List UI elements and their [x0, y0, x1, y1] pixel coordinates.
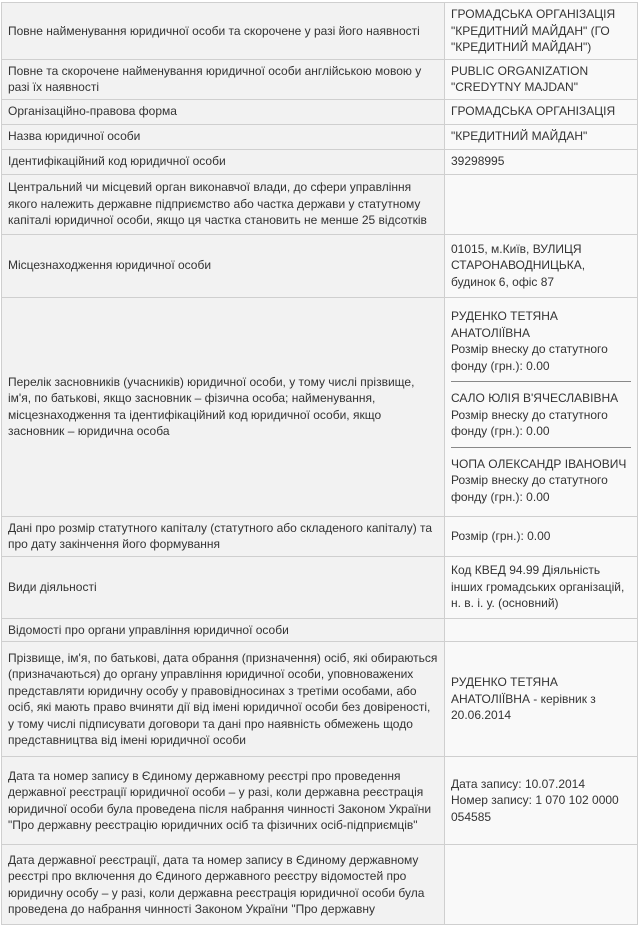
- table-row: [2, 642, 638, 757]
- row-value: ГРОМАДСЬКА ОРГАНІЗАЦІЯ: [445, 99, 638, 124]
- table-row: [2, 618, 638, 642]
- row-label: Дата та номер запису в Єдиному державному реєстрі про проведення державної реєстрації юридичної особи – у разі, коли державна реєстрація юридичної особи була проведена після набрання чинності Законом України "Про державну реєстрацію юридичних осіб та фізичних осіб-підприємців": [2, 757, 445, 845]
- row-label: Повне найменування юридичної особи та скорочене у разі його наявності: [2, 3, 445, 60]
- table-row: [2, 99, 638, 124]
- row-label: Дата державної реєстрації, дата та номер запису в Єдиному державному реєстрі про включення до Єдиного державного реєстру відомостей про юридичну особу – у разі, коли державна реєстрація юридичної особи була проведена до набрання чинності Законом України "Про державну: [2, 845, 445, 925]
- table-row: [2, 234, 638, 297]
- table-row: [2, 757, 638, 845]
- row-value: 01015, м.Київ, ВУЛИЦЯ СТАРОНАВОДНИЦЬКА, будинок 6, офіс 87: [445, 234, 638, 297]
- table-row: [2, 174, 638, 234]
- row-value: ГРОМАДСЬКА ОРГАНІЗАЦІЯ "КРЕДИТНИЙ МАЙДАН" (ГО "КРЕДИТНИЙ МАЙДАН"): [445, 3, 638, 60]
- row-label: Перелік засновників (учасників) юридичної особи, у тому числі прізвище, ім'я, по батькові, якщо засновник – фізична особа; найменування, місцезнаходження та ідентифікаційний код юридичної особи, якщо засновник – юридична особа: [2, 297, 445, 516]
- row-label: Центральний чи місцевий орган виконавчої влади, до сфери управління якого належить державне підприємство або частка держави у статутному капіталі юридичної особи, якщо ця частка становить не менше 25 відсотків: [2, 174, 445, 234]
- founder-name: САЛО ЮЛІЯ В'ЯЧЕСЛАВІВНА: [451, 391, 619, 405]
- table-row: [2, 845, 638, 925]
- row-label: Повне та скорочене найменування юридичної особи англійською мовою у разі їх наявності: [2, 59, 445, 99]
- row-label: Ідентифікаційний код юридичної особи: [2, 149, 445, 174]
- row-label: Місцезнаходження юридичної особи: [2, 234, 445, 297]
- founder-share: Розмір внеску до статутного фонду (грн.): 0.00: [451, 407, 608, 438]
- table-row: [2, 3, 638, 60]
- row-value: 39298995: [445, 149, 638, 174]
- founder-share: Розмір внеску до статутного фонду (грн.): 0.00: [451, 342, 608, 373]
- row-value: Розмір (грн.): 0.00: [445, 516, 638, 556]
- row-value: Код КВЕД 94.99 Діяльність інших громадських організацій, н. в. і. у. (основний): [445, 556, 638, 618]
- row-value: PUBLIC ORGANIZATION "CREDYTNY MAJDAN": [445, 59, 638, 99]
- row-label: Назва юридичної особи: [2, 124, 445, 149]
- row-value: "КРЕДИТНИЙ МАЙДАН": [445, 124, 638, 149]
- row-value: [445, 174, 638, 234]
- row-value: РУДЕНКО ТЕТЯНА АНАТОЛІЇВНА - керівник з 20.06.2014: [445, 642, 638, 757]
- founder-entry: [451, 381, 631, 441]
- founder-entry: [451, 307, 631, 375]
- record-date: Дата запису: 10.07.2014: [451, 776, 586, 791]
- row-label: Відомості про органи управління юридичної особи: [2, 618, 445, 642]
- table-row: [2, 124, 638, 149]
- table-row: [2, 59, 638, 99]
- founder-entry: [451, 447, 631, 507]
- row-label: Види діяльності: [2, 556, 445, 618]
- founder-name: РУДЕНКО ТЕТЯНА АНАТОЛІЇВНА: [451, 309, 558, 340]
- row-label: Прізвище, ім'я, по батькові, дата обрання (призначення) осіб, які обираються (призначаються) до органу управління юридичної особи, уповноважених представляти юридичну особу у правовідносинах з третіми особами, або осіб, які мають право вчиняти дії від імені юридичної особи без довіреності, у тому числі підписувати договори та дані про наявність обмежень щодо представництва від імені юридичної особи: [2, 642, 445, 757]
- registry-table: [1, 2, 638, 925]
- table-row: [2, 516, 638, 556]
- record-number: Номер запису: 1 070 102 0000 054585: [451, 793, 619, 824]
- table-row: [2, 297, 638, 516]
- row-value: [445, 618, 638, 642]
- row-label: Організаційно-правова форма: [2, 99, 445, 124]
- founder-share: Розмір внеску до статутного фонду (грн.): 0.00: [451, 473, 608, 504]
- table-row: [2, 556, 638, 618]
- founder-name: ЧОПА ОЛЕКСАНДР ІВАНОВИЧ: [451, 456, 627, 471]
- founders-list: [445, 297, 638, 516]
- table-row: [2, 149, 638, 174]
- row-value: [445, 845, 638, 925]
- row-value: [445, 757, 638, 845]
- row-label: Дані про розмір статутного капіталу (статутного або складеного капіталу) та про дату закінчення його формування: [2, 516, 445, 556]
